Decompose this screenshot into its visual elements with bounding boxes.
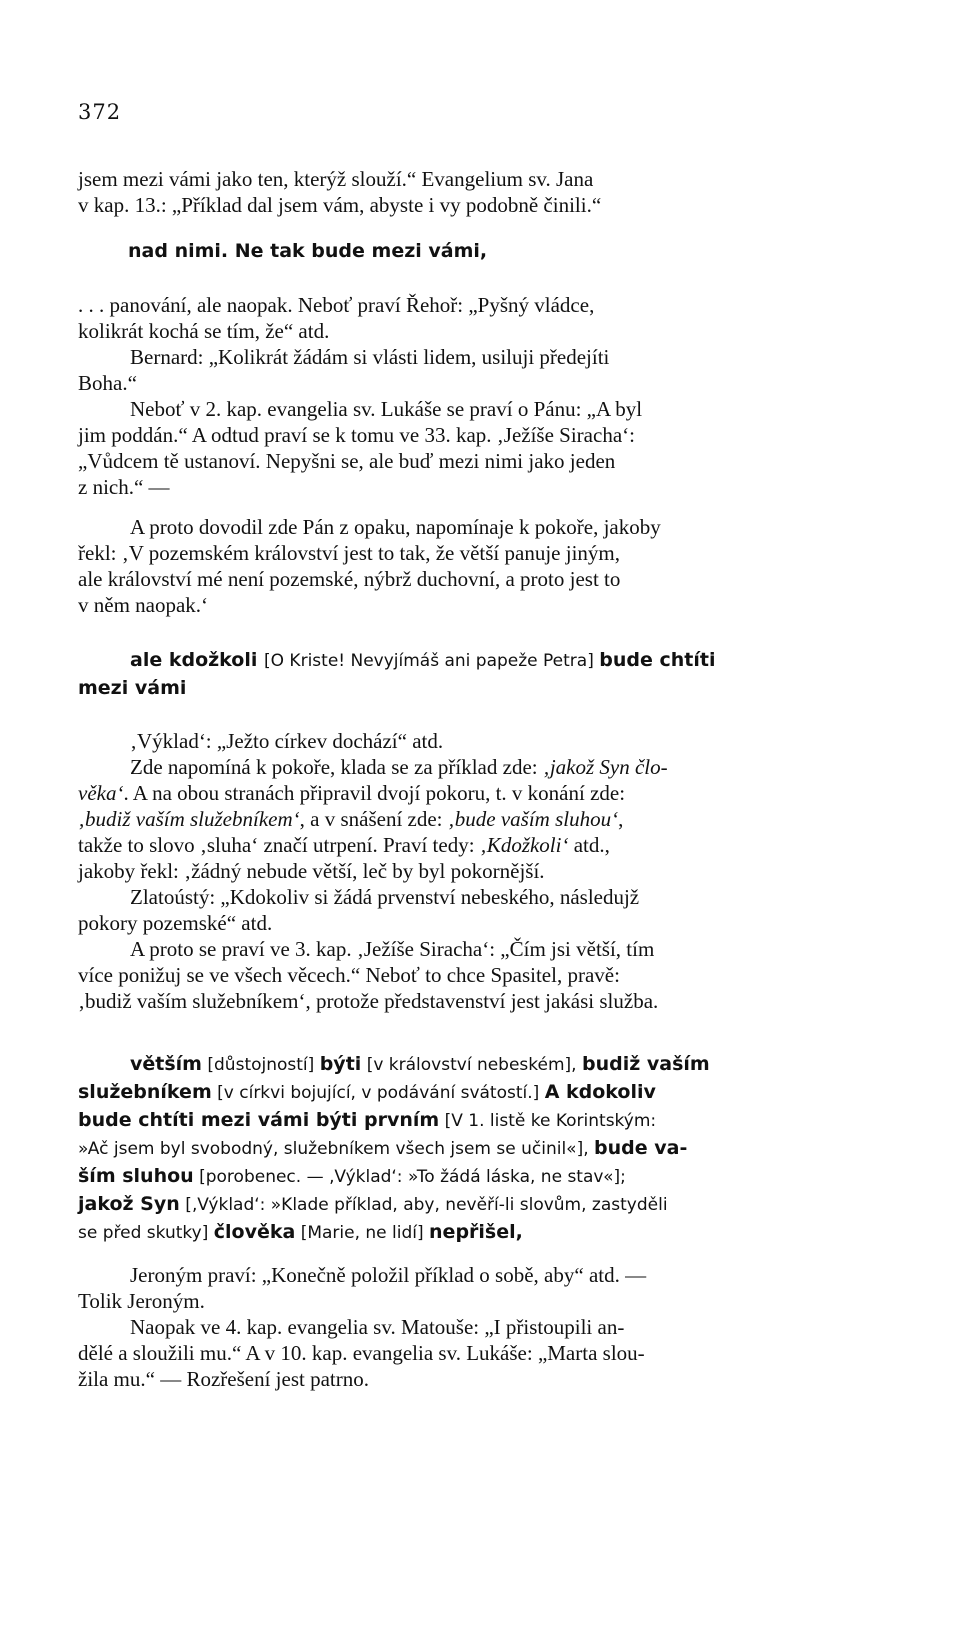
- text-line: „Vůdcem tě ustanoví. Nepyšni se, ale buď mezi nimi jako jeden: [78, 449, 616, 473]
- text-line: jim poddán.“ A odtud praví se k tomu ve 33. kap. ‚Ježíše Siracha‘:: [78, 423, 635, 447]
- text-line: A proto dovodil zde Pán z opaku, napomínaje k pokoře, jakoby: [130, 515, 661, 539]
- paragraph-1: [78, 166, 848, 218]
- text-line: žila mu.“ — Rozřešení jest patrno.: [78, 1367, 369, 1391]
- lemma-heading-2: [78, 646, 848, 701]
- text-line: z nich.“ —: [78, 475, 170, 499]
- paragraph-2: [78, 292, 848, 500]
- text-line: takže to slovo ‚sluha‘ značí utrpení. Praví tedy: ‚Kdožkoli‘ atd.,: [78, 833, 610, 857]
- text-line: Tolik Jeroným.: [78, 1289, 205, 1313]
- text-line: »Ač jsem byl svobodný, služebníkem všech jsem se učinil«], bude va-: [78, 1137, 688, 1159]
- text-line: Boha.“: [78, 371, 137, 395]
- paragraph-6: [78, 1262, 848, 1392]
- gloss-text: [O Kriste! Nevyjímáš ani papeže Petra]: [264, 651, 600, 671]
- text-line: Jeroným praví: „Konečně položil příklad o sobě, aby“ atd. —: [130, 1263, 647, 1287]
- paragraph-4: [78, 728, 848, 1014]
- text-line: řekl: ‚V pozemském království jest to tak, že větší panuje jiným,: [78, 541, 620, 565]
- text-line: ale království mé není pozemské, nýbrž duchovní, a proto jest to: [78, 567, 621, 591]
- text-line: kolikrát kochá se tím, že“ atd.: [78, 319, 330, 343]
- text-line: ‚budiž vaším služebníkem‘, protože představenství jest jakási služba.: [78, 989, 659, 1013]
- text-line: dělé a sloužili mu.“ A v 10. kap. evangelia sv. Lukáše: „Marta slou-: [78, 1341, 645, 1365]
- text-line: A proto se praví ve 3. kap. ‚Ježíše Siracha‘: „Čím jsi větší, tím: [130, 937, 655, 961]
- text-line: jsem mezi vámi jako ten, kterýž slouží.“ Evangelium sv. Jana: [78, 167, 594, 191]
- text-line: bude chtíti mezi vámi býti prvním [V 1. listě ke Korintským:: [78, 1109, 657, 1131]
- text-line: Zde napomíná k pokoře, klada se za příklad zde: ‚jakož Syn člo-: [130, 755, 668, 779]
- text-line: ším sluhou [porobenec. — ‚Výklad‘: »To žádá láska, ne stav«];: [78, 1165, 626, 1187]
- text-line: více ponižuj se ve všech věcech.“ Neboť to chce Spasitel, pravě:: [78, 963, 620, 987]
- lemma-text: ale kdožkoli: [130, 649, 265, 671]
- text-line: ‚budiž vaším služebníkem‘, a v snášení zde: ‚bude vaším sluhou‘,: [78, 807, 624, 831]
- text-line: jakož Syn [‚Výklad‘: »Klade příklad, aby, nevěří-li slovům, zastyděli: [78, 1193, 668, 1215]
- lemma-text: mezi vámi: [78, 677, 187, 699]
- text-line: Naopak ve 4. kap. evangelia sv. Matouše: „I přistoupili an-: [130, 1315, 625, 1339]
- text-line: se před skutky] člověka [Marie, ne lidí] nepřišel,: [78, 1221, 523, 1243]
- text-line: větším [důstojností] býti [v království nebeském], budiž vaším: [130, 1053, 710, 1075]
- lemma-heading-1: nad nimi. Ne tak bude mezi vámi,: [128, 240, 488, 262]
- text-line: služebníkem [v církvi bojující, v podávání svátostí.] A kdokoliv: [78, 1081, 656, 1103]
- text-line: v kap. 13.: „Příklad dal jsem vám, abyste i vy podobně činili.“: [78, 193, 602, 217]
- text-line: věka‘. A na obou stranách připravil dvojí pokoru, t. v konání zde:: [78, 781, 626, 805]
- text-line: Neboť v 2. kap. evangelia sv. Lukáše se praví o Pánu: „A byl: [130, 397, 643, 421]
- text-line: pokory pozemské“ atd.: [78, 911, 273, 935]
- text-line: v něm naopak.‘: [78, 593, 209, 617]
- lemma-text: bude chtíti: [599, 649, 716, 671]
- text-line: jakoby řekl: ‚žádný nebude větší, leč by byl pokornější.: [78, 859, 545, 883]
- text-line: . . . panování, ale naopak. Neboť praví Řehoř: „Pyšný vládce,: [78, 293, 595, 317]
- page-number: 372: [78, 100, 122, 124]
- text-line: ‚Výklad‘: „Ježto církev dochází“ atd.: [130, 729, 444, 753]
- lemma-paragraph-3: [78, 1050, 848, 1246]
- text-line: Zlatoústý: „Kdokoliv si žádá prvenství nebeského, následujž: [130, 885, 640, 909]
- text-line: Bernard: „Kolikrát žádám si vlásti lidem, usiluji předejíti: [130, 345, 610, 369]
- paragraph-3: [78, 514, 848, 618]
